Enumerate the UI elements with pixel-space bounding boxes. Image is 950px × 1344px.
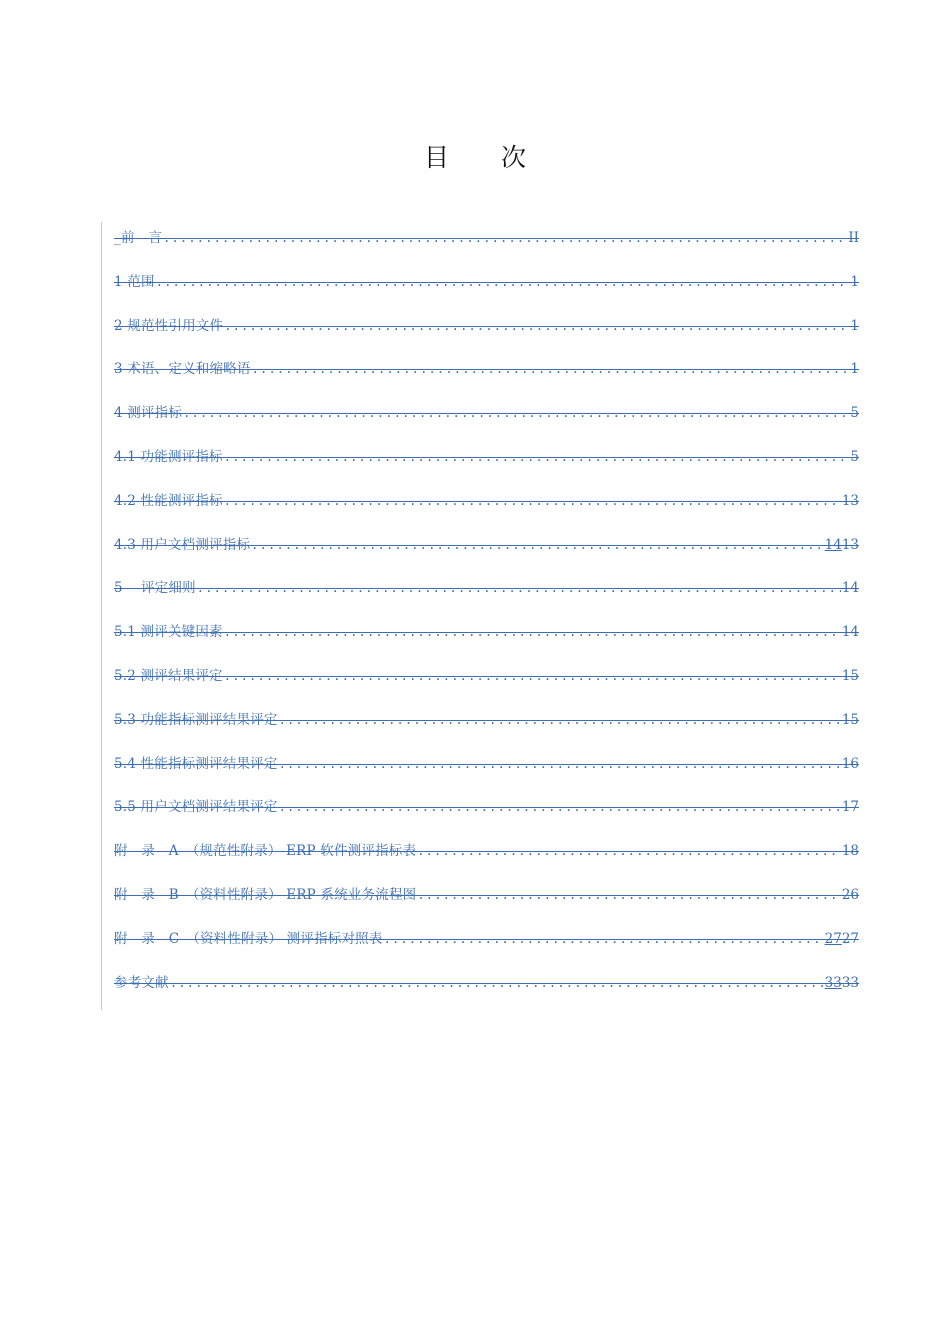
toc-link[interactable] bbox=[114, 886, 859, 904]
toc-page-number: 15 bbox=[841, 711, 859, 728]
toc-entry-5[interactable] bbox=[101, 572, 859, 616]
toc-entry-references[interactable] bbox=[101, 967, 859, 1011]
toc-entry-label: 附 录 A （规范性附录） ERP 软件测评指标表 bbox=[114, 843, 417, 860]
toc-entry-terms[interactable] bbox=[101, 353, 859, 397]
toc-entry-5-2[interactable] bbox=[101, 660, 859, 704]
toc-link[interactable] bbox=[114, 229, 859, 247]
dot-leader bbox=[163, 229, 847, 247]
dot-leader bbox=[417, 842, 841, 860]
dot-leader bbox=[224, 448, 850, 466]
toc-link[interactable] bbox=[114, 492, 859, 510]
dot-leader bbox=[279, 755, 841, 773]
toc-page-number: 14 bbox=[841, 580, 859, 597]
toc-link[interactable] bbox=[114, 711, 859, 729]
toc-page-number: 1413 bbox=[824, 536, 859, 553]
dot-leader bbox=[224, 317, 849, 335]
toc-link[interactable] bbox=[114, 974, 859, 992]
toc-link[interactable] bbox=[114, 842, 859, 860]
toc-entry-5-1[interactable] bbox=[101, 616, 859, 660]
toc-entry-label: 5 评定细则 bbox=[114, 580, 196, 597]
toc-page-number: 1 bbox=[850, 361, 859, 378]
toc-link[interactable] bbox=[114, 448, 859, 466]
toc-entry-label: _前 言 bbox=[114, 230, 163, 246]
toc-link[interactable] bbox=[114, 755, 859, 773]
toc-page-number: 26 bbox=[841, 886, 859, 903]
toc-page-number: 18 bbox=[841, 843, 859, 860]
dot-leader bbox=[251, 536, 823, 554]
dot-leader bbox=[170, 974, 824, 992]
toc-entry-label: 附 录 B （资料性附录） ERP 系统业务流程图 bbox=[114, 886, 417, 903]
dot-leader bbox=[279, 711, 841, 729]
toc-entry-normative-refs[interactable] bbox=[101, 310, 859, 354]
dot-leader bbox=[279, 798, 841, 816]
toc-link[interactable] bbox=[114, 930, 859, 948]
toc-entry-scope[interactable] bbox=[101, 266, 859, 310]
toc-page-number: II bbox=[848, 230, 859, 246]
toc-entry-label: 5.4 性能指标测评结果评定 bbox=[114, 755, 278, 772]
toc-page-number: 1 bbox=[850, 317, 859, 334]
toc-link[interactable] bbox=[114, 798, 859, 816]
toc-entry-4-2[interactable] bbox=[101, 485, 859, 529]
toc-entry-label: 附 录 C （资料性附录） 测评指标对照表 bbox=[114, 930, 383, 947]
toc-entry-5-5[interactable] bbox=[101, 791, 859, 835]
dot-leader bbox=[156, 273, 850, 291]
toc-link[interactable] bbox=[114, 273, 859, 291]
dot-leader bbox=[417, 886, 840, 904]
toc-link[interactable] bbox=[114, 404, 859, 422]
toc-link[interactable] bbox=[114, 360, 859, 378]
toc-page-number: 17 bbox=[841, 799, 859, 816]
toc-list bbox=[101, 222, 859, 1010]
toc-link[interactable] bbox=[114, 536, 859, 554]
toc-entry-appendix-c[interactable] bbox=[101, 923, 859, 967]
toc-entry-label: 4.1 功能测评指标 bbox=[114, 448, 223, 465]
toc-page-number: 5 bbox=[850, 405, 859, 422]
toc-link[interactable] bbox=[114, 667, 859, 685]
toc-entry-foreword[interactable] bbox=[101, 222, 859, 266]
toc-page-number: 13 bbox=[841, 492, 859, 509]
toc-page-number: 16 bbox=[841, 755, 859, 772]
toc-title: 目 次 bbox=[424, 143, 548, 172]
toc-entry-label: 4.3 用户文档测评指标 bbox=[114, 536, 251, 553]
toc-entry-appendix-a[interactable] bbox=[101, 835, 859, 879]
dot-leader bbox=[183, 404, 849, 422]
toc-entry-label: 5.3 功能指标测评结果评定 bbox=[114, 711, 278, 728]
toc-entry-appendix-b[interactable] bbox=[101, 879, 859, 923]
dot-leader bbox=[224, 667, 841, 685]
toc-entry-label: 参考文献 bbox=[114, 974, 169, 991]
dot-leader bbox=[197, 579, 841, 597]
toc-entry-4-1[interactable] bbox=[101, 441, 859, 485]
toc-entry-indicators[interactable] bbox=[101, 397, 859, 441]
toc-page-number: 14 bbox=[841, 624, 859, 641]
dot-leader bbox=[252, 360, 850, 378]
toc-link[interactable] bbox=[114, 317, 859, 335]
toc-entry-label: 4.2 性能测评指标 bbox=[114, 492, 223, 509]
toc-page-number: 15 bbox=[841, 667, 859, 684]
dot-leader bbox=[224, 492, 841, 510]
toc-entry-label: 5.2 测评结果评定 bbox=[114, 667, 223, 684]
toc-entry-label: 4 测评指标 bbox=[114, 405, 183, 422]
toc-entry-label: 3 术语、定义和缩略语 bbox=[114, 361, 251, 378]
toc-link[interactable] bbox=[114, 623, 859, 641]
toc-entry-4-3[interactable] bbox=[101, 529, 859, 573]
toc-page-number: 5 bbox=[850, 448, 859, 465]
toc-page-number: 1 bbox=[850, 273, 859, 290]
toc-entry-label: 5.5 用户文档测评结果评定 bbox=[114, 799, 278, 816]
toc-entry-label: 5.1 测评关键因素 bbox=[114, 624, 223, 641]
dot-leader bbox=[384, 930, 824, 948]
toc-entry-5-4[interactable] bbox=[101, 748, 859, 792]
toc-link[interactable] bbox=[114, 579, 859, 597]
toc-page-number: 2727 bbox=[824, 930, 859, 947]
toc-entry-label: 2 规范性引用文件 bbox=[114, 317, 224, 334]
toc-entry-label: 1 范围 bbox=[114, 273, 155, 290]
dot-leader bbox=[224, 623, 841, 641]
toc-page-number: 3333 bbox=[824, 974, 859, 991]
toc-entry-5-3[interactable] bbox=[101, 704, 859, 748]
